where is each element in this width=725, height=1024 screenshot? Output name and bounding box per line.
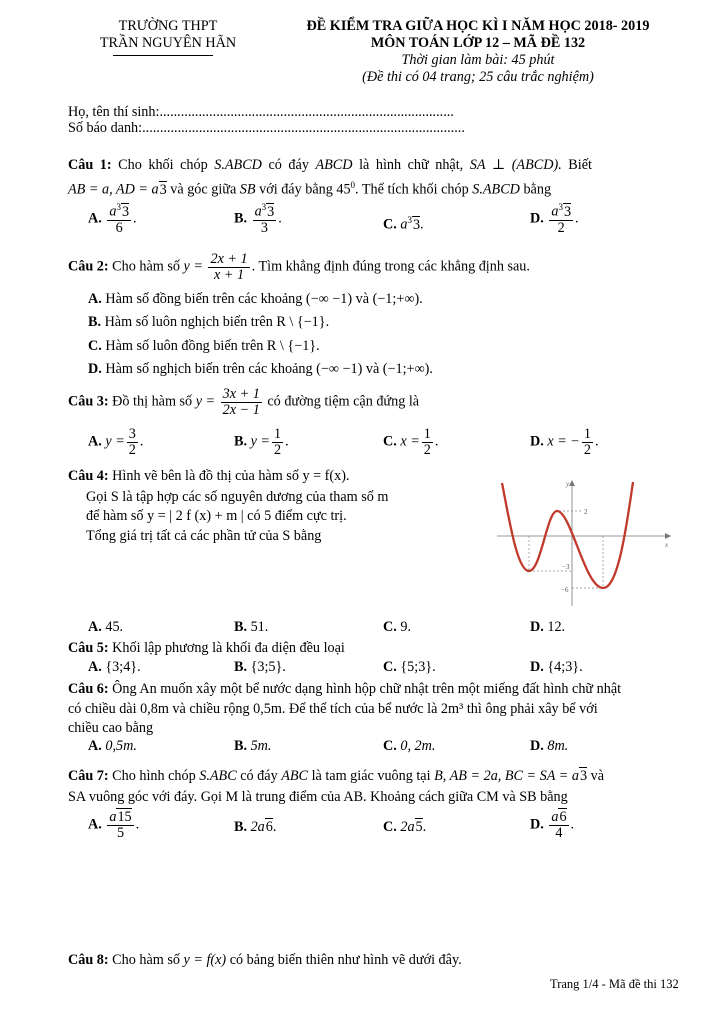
q1-text: Biết	[568, 157, 592, 173]
option-letter: C.	[383, 659, 397, 675]
q5-text: Khối lập phương là khối đa diện đều loại	[112, 640, 345, 656]
option-prefix: y =	[105, 433, 125, 450]
option-text: 45.	[105, 619, 124, 635]
q7-pyramid: S.ABC	[199, 768, 237, 784]
q1-line-1	[68, 157, 592, 174]
frac-den: 2	[128, 441, 136, 458]
frac-num: 3	[128, 426, 136, 442]
q1-perpendicular: SA ⊥ (ABCD).	[469, 157, 562, 173]
student-id-label: Số báo danh:	[68, 120, 143, 136]
q1-text: có đáy	[268, 157, 309, 173]
option-letter: C.	[383, 619, 397, 635]
frac-den: 4	[555, 824, 563, 841]
sqrt: 3	[121, 203, 130, 220]
q5-option-d[interactable]	[530, 659, 583, 676]
q7-lengths: B, AB = 2a, BC = SA = a	[434, 768, 579, 784]
q1-angle: 45	[336, 181, 351, 198]
exponent: 3	[558, 202, 563, 212]
q7-option-b[interactable]: B. 2a6.	[234, 819, 277, 835]
exam-title: ĐỀ KIỂM TRA GIỮA HỌC KÌ I NĂM HỌC 2018- 2019	[306, 18, 650, 34]
q3-option-b[interactable]: B. y = $\frac{1}{2}$ .	[234, 426, 289, 458]
q8-stem	[68, 952, 462, 969]
q6-option-c[interactable]	[383, 738, 435, 755]
student-name-label: Họ, tên thí sinh:	[68, 104, 160, 120]
frac-den: 2	[423, 441, 431, 458]
option-letter: D.	[530, 210, 544, 227]
option-text: 0, 2m.	[400, 738, 436, 754]
option-letter: A.	[88, 738, 102, 754]
q6-line-1	[68, 681, 621, 698]
q8-label: Câu 8:	[68, 952, 109, 968]
option-letter: C.	[383, 433, 397, 450]
q4-option-c[interactable]	[383, 619, 411, 636]
option-letter: C.	[383, 738, 397, 754]
option-letter: C.	[383, 819, 397, 835]
student-id-dots: ...........................................................................................	[142, 120, 465, 136]
exponent: 3	[116, 202, 121, 212]
q6-text: Ông An muốn xây một bể nước dạng hình hộp chữ nhật trên một miếng đất hình chữ nhật	[112, 681, 622, 697]
q1-text: Cho khối chóp	[118, 157, 208, 173]
option-text: Hàm số nghịch biến trên các khoảng (−∞ −1) và (−1;+∞).	[105, 361, 433, 377]
sqrt: 6	[559, 809, 567, 825]
q2-text: . Tìm khẳng định đúng trong các khẳng định sau.	[251, 258, 530, 275]
option-fraction	[422, 427, 433, 458]
frac-den: 2	[583, 441, 591, 458]
page-footer: Trang 1/4 - Mã đề thi 132	[550, 977, 679, 991]
q8-text: Cho hàm số	[112, 952, 180, 968]
q1-option-d-fraction	[549, 203, 573, 236]
option-letter: D.	[530, 738, 544, 754]
label-mid: −3	[562, 563, 570, 571]
function-curve	[502, 482, 633, 588]
q2-y: y =	[183, 258, 203, 275]
q1-pyramid: S.ABCD	[472, 181, 520, 198]
y-axis-label: y	[566, 480, 570, 488]
q1-line-2	[68, 180, 551, 199]
option-text: Hàm số đồng biến trên các khoảng (−∞ −1) và (−1;+∞).	[105, 291, 423, 307]
option-letter: B.	[234, 433, 248, 450]
option-prefix: x =	[400, 433, 420, 450]
frac-den: 2	[557, 219, 565, 236]
exam-title-block	[268, 18, 688, 86]
frac-num: a	[109, 809, 117, 825]
option-text: {4;3}.	[547, 659, 583, 675]
option-text: {3;4}.	[105, 659, 141, 675]
q5-label: Câu 5:	[68, 640, 109, 656]
frac-num: a	[109, 203, 117, 220]
student-name-row	[68, 104, 454, 121]
q4-line-1	[68, 468, 349, 485]
q3-stem	[68, 387, 419, 418]
q5-option-b[interactable]	[234, 659, 286, 676]
q6-line-2: có chiều dài 0,8m và chiều rộng 0,5m. Để thể tích của bể nước là 2m³ thì ông phải xây bể với	[68, 701, 598, 717]
q3-option-a[interactable]: A. y = $\frac{3}{2}$ .	[88, 426, 144, 458]
q2-label: Câu 2:	[68, 258, 109, 275]
frac-num: 1	[273, 426, 282, 442]
option-letter: D.	[530, 619, 544, 635]
option-text: 51.	[250, 619, 269, 635]
frac-num: a	[254, 203, 262, 220]
q1-option-a[interactable]: A. $\frac{a^33}{6}$ .	[88, 202, 137, 236]
option-letter: B.	[234, 659, 248, 675]
option-letter: A.	[88, 291, 102, 307]
q1-option-a-fraction	[107, 203, 131, 236]
q4-option-b[interactable]	[234, 619, 268, 636]
q1-text: là hình chữ nhật,	[359, 157, 464, 173]
q1-pyramid: S.ABCD	[214, 157, 262, 173]
frac-num: 1	[423, 426, 431, 442]
student-id-row	[68, 120, 465, 137]
school-line-1: TRƯỜNG THPT	[118, 18, 218, 34]
q1-lengths: AB = a, AD = a	[68, 181, 159, 198]
q7-line-1	[68, 768, 604, 785]
frac-num: 3x + 1	[222, 386, 260, 402]
q7-option-c[interactable]: C. 2a5.	[383, 819, 427, 835]
frac-den: 3	[260, 219, 268, 236]
y-axis-arrow	[569, 480, 575, 486]
option-letter: B.	[234, 738, 248, 754]
q1-angle-degree: 0	[350, 180, 356, 190]
q7-text: có đáy	[240, 768, 278, 784]
option-letter: B.	[88, 314, 102, 330]
q3-y: y =	[195, 393, 216, 410]
sqrt: 3	[563, 203, 572, 220]
q5-option-a[interactable]	[88, 659, 141, 676]
frac-num: 2x + 1	[210, 251, 248, 267]
subject-line: MÔN TOÁN LỚP 12 – MÃ ĐỀ 132	[370, 35, 586, 51]
frac-den: 2	[273, 441, 282, 458]
option-text: 0,5m.	[105, 738, 137, 754]
option-text: 9.	[400, 619, 411, 635]
q3-option-d[interactable]: D. x = − $\frac{1}{2}$ .	[530, 426, 599, 458]
note-line: (Đề thi có 04 trang; 25 câu trắc nghiệm)	[362, 69, 594, 85]
q8-function: y = f(x)	[183, 952, 227, 968]
option-fraction	[582, 427, 593, 458]
q1-text: . Thể tích khối chóp	[355, 181, 469, 198]
frac-den: 6	[115, 219, 123, 236]
q7-option-a[interactable]: A. $\frac{a15}{5}$ .	[88, 809, 140, 841]
time-line: Thời gian làm bài: 45 phút	[401, 52, 555, 68]
q1-option-b[interactable]: B. $\frac{a^33}{3}$ .	[234, 202, 282, 236]
option-text: 8m.	[547, 738, 569, 754]
q4-line-3: để hàm số y = | 2 f (x) + m | có 5 điểm cực trị.	[86, 508, 347, 524]
sqrt: 3	[579, 768, 588, 784]
option-fraction	[107, 810, 133, 841]
option-letter: B.	[234, 819, 248, 835]
q1-option-d[interactable]: D. $\frac{a^33}{2}$ .	[530, 202, 579, 236]
option-value: 2a	[400, 819, 415, 835]
option-letter: D.	[530, 816, 544, 833]
q7-label: Câu 7:	[68, 768, 109, 784]
student-name-dots: ...................................................................................	[159, 104, 454, 120]
q4-line-4: Tổng giá trị tất cả các phần tử của S bằng	[86, 528, 322, 544]
q1-sqrt: 3	[159, 181, 167, 198]
q6-option-a[interactable]	[88, 738, 137, 755]
q7-option-d[interactable]: D. $\frac{a6}{4}$ .	[530, 809, 575, 841]
option-letter: D.	[530, 433, 544, 450]
q8-text: có bảng biến thiên như hình vẽ dưới đây.	[229, 952, 462, 968]
q3-option-c[interactable]: C. x = $\frac{1}{2}$ .	[383, 426, 439, 458]
q2-option-a[interactable]	[88, 291, 423, 308]
option-text: 12.	[547, 619, 566, 635]
x-axis-arrow	[665, 533, 671, 539]
option-letter: D.	[530, 659, 544, 675]
label-min: −6	[561, 586, 569, 594]
q1-option-b-fraction	[253, 203, 277, 236]
q4-option-a[interactable]	[88, 619, 123, 636]
q6-option-d[interactable]	[530, 738, 568, 755]
sqrt: 3	[412, 216, 421, 233]
option-fraction	[272, 427, 283, 458]
option-text: 5m.	[250, 738, 272, 754]
school-name-block	[78, 18, 258, 52]
frac-den: x + 1	[214, 266, 245, 283]
q3-label: Câu 3:	[68, 393, 109, 410]
q3-text: có đường tiệm cận đứng là	[267, 393, 420, 410]
q2-text: Cho hàm số	[112, 258, 180, 275]
option-text: {5;3}.	[400, 659, 436, 675]
exponent: 3	[407, 215, 412, 225]
option-text: {3;5}.	[250, 659, 286, 675]
q1-label: Câu 1:	[68, 157, 112, 173]
q7-base: ABC	[281, 768, 309, 784]
school-underline	[113, 55, 213, 56]
q4-label: Câu 4:	[68, 468, 109, 484]
frac-den: 2x − 1	[222, 401, 260, 418]
frac-den: 5	[116, 824, 125, 841]
option-text: Hàm số luôn nghịch biến trên R \ {−1}.	[104, 314, 330, 330]
q2-stem	[68, 252, 530, 283]
option-letter: C.	[383, 216, 397, 233]
option-letter: A.	[88, 210, 102, 227]
q6-line-3: chiều cao bằng	[68, 720, 154, 736]
q1-option-c[interactable]: C. $a^33$.	[383, 215, 424, 233]
q7-text: Cho hình chóp	[112, 768, 196, 784]
option-letter: C.	[88, 338, 102, 354]
q3-fraction	[221, 387, 262, 418]
option-value: 2a	[250, 819, 265, 835]
q5-stem	[68, 640, 345, 657]
q1-base: ABCD	[315, 157, 353, 173]
q1-text: với đáy bằng	[259, 181, 333, 198]
option-value: a	[400, 216, 408, 233]
q1-edge: SB	[239, 181, 256, 198]
option-fraction	[549, 810, 568, 841]
q7-text: là tam giác vuông tại	[311, 768, 431, 784]
q4-text: Hình vẽ bên là đồ thị của hàm số y = f(x).	[112, 468, 350, 484]
option-letter: A.	[88, 659, 102, 675]
option-letter: B.	[234, 210, 248, 227]
option-prefix: y =	[250, 433, 270, 450]
exponent: 3	[261, 202, 267, 212]
option-letter: B.	[234, 619, 248, 635]
q2-option-b[interactable]	[88, 314, 329, 331]
q6-label: Câu 6:	[68, 681, 109, 697]
option-letter: A.	[88, 433, 102, 450]
q1-text: và góc giữa	[170, 181, 237, 198]
x-axis-label: x	[665, 541, 669, 549]
sqrt: 6	[265, 819, 273, 835]
q2-option-c[interactable]	[88, 338, 320, 355]
q3-text: Đồ thị hàm số	[112, 393, 193, 410]
q4-function-graph	[495, 478, 675, 608]
sqrt: 5	[415, 819, 423, 835]
sqrt: 3	[267, 203, 275, 220]
q4-line-2: Gọi S là tập hợp các số nguyên dương của tham số m	[86, 489, 389, 505]
q6-option-b[interactable]	[234, 738, 271, 755]
school-line-2: TRẦN NGUYÊN HÃN	[99, 35, 237, 51]
option-fraction	[127, 427, 138, 458]
q5-option-c[interactable]	[383, 659, 436, 676]
q2-fraction	[208, 252, 249, 283]
frac-num: 1	[583, 426, 591, 442]
frac-num: a	[551, 203, 559, 220]
q4-option-d[interactable]	[530, 619, 565, 636]
sqrt: 15	[117, 809, 132, 825]
q2-option-d[interactable]	[88, 361, 433, 378]
option-letter: A.	[88, 816, 102, 833]
option-letter: A.	[88, 619, 102, 635]
q1-text: bằng	[523, 181, 552, 198]
q7-text: và	[590, 768, 604, 784]
frac-num: a	[551, 809, 559, 825]
option-text: Hàm số luôn đồng biến trên R \ {−1}.	[105, 338, 320, 354]
option-letter: D.	[88, 361, 102, 377]
q7-line-2: SA vuông góc với đáy. Gọi M là trung điểm của AB. Khoảng cách giữa CM và SB bằng	[68, 789, 568, 805]
label-max: 2	[584, 508, 588, 516]
option-prefix: x = −	[547, 433, 580, 450]
